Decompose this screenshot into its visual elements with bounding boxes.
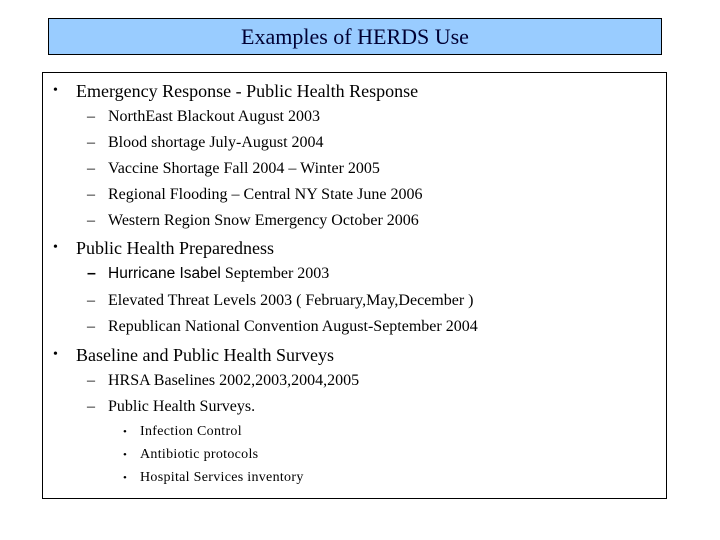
item-text: September 2003 xyxy=(220,265,330,282)
dash-icon: – xyxy=(87,398,95,415)
dash-icon: – xyxy=(87,186,95,203)
content-box: • Emergency Response - Public Health Response – NorthEast Blackout August 2003 – Blood shortage July-August 2004 – Vaccine Shortage Fall 2004 – Winter 2005 – Regional Flooding – Central NY State June 2006 – Western Region Snow Emergency October 2006 • Public Health Preparedness – Hurricane Isabel September 2003 – Elevated Threat Levels 2003 ( February,May,December ) – Republican National Convention August-September 2004 • Baseline and Public Health Surveys – HRSA Baselines 2002,2003,2004,2005 – Public Health Surveys. • Infection Control • Antibiotic protocols • Hospital Services inventory xyxy=(42,72,667,499)
item-text-sans: Hurricane Isabel xyxy=(108,265,221,282)
bullet-icon: • xyxy=(123,449,128,461)
dash-icon: – xyxy=(87,265,96,282)
bullet-icon: • xyxy=(123,426,128,438)
dash-icon: – xyxy=(87,372,95,389)
bullet-icon: • xyxy=(123,472,128,484)
slide-title: Examples of HERDS Use xyxy=(241,23,469,49)
dash-icon: – xyxy=(87,212,95,229)
title-box xyxy=(48,18,662,55)
bullet-icon: • xyxy=(53,83,58,98)
dash-icon: – xyxy=(87,134,95,151)
dash-icon: – xyxy=(87,318,95,335)
bullet-icon: • xyxy=(53,240,58,255)
dash-icon: – xyxy=(87,292,95,309)
bullet-icon: • xyxy=(53,347,58,362)
dash-icon: – xyxy=(87,160,95,177)
dash-icon: – xyxy=(87,108,95,125)
